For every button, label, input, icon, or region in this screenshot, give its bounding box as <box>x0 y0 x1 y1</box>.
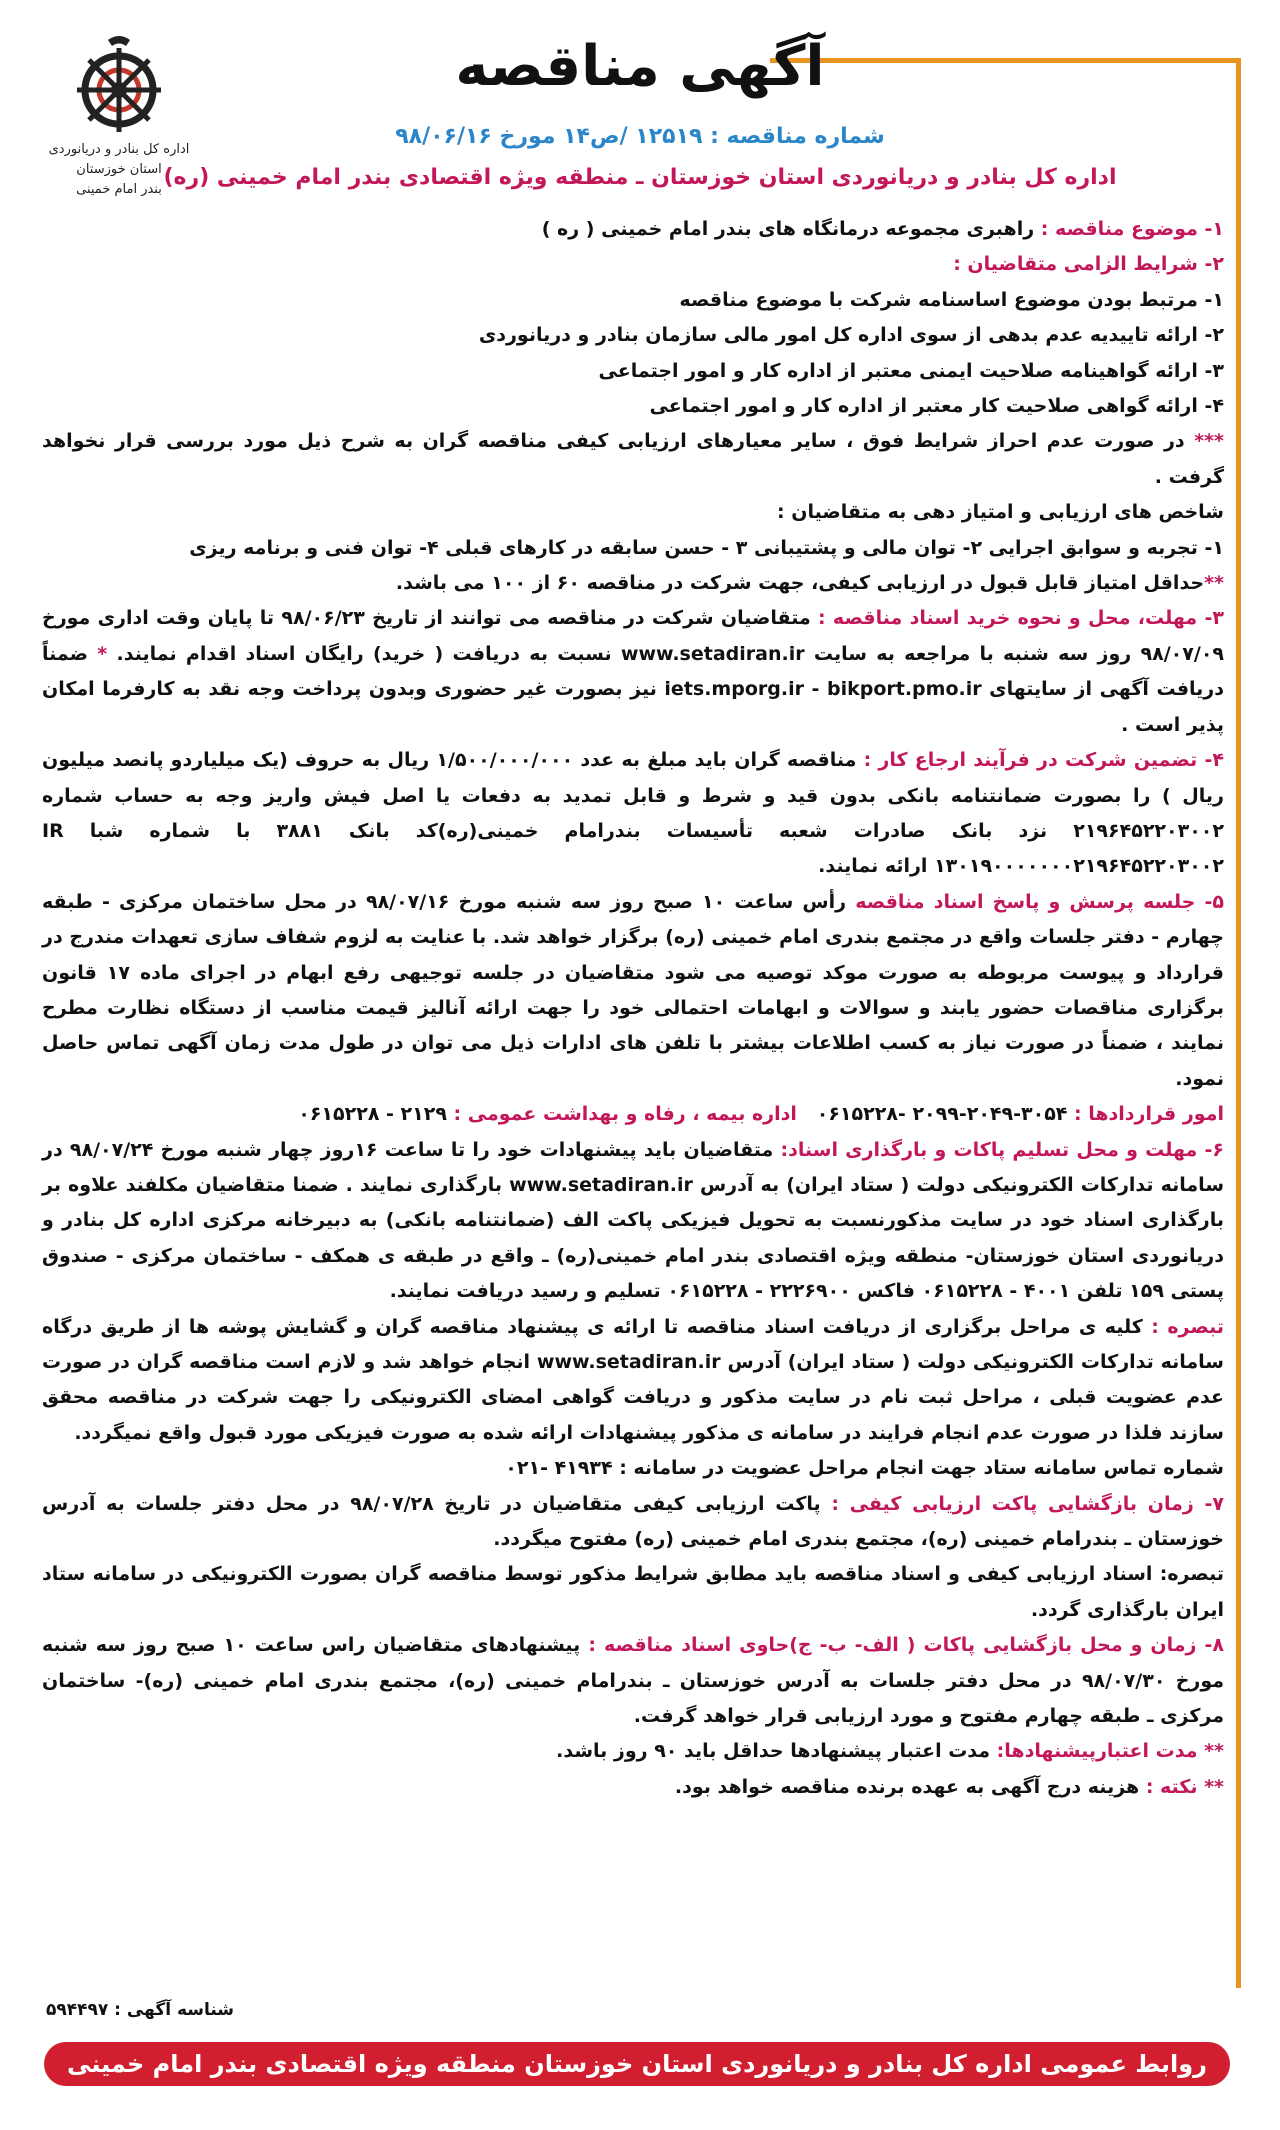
note-1-heading: تبصره : <box>1142 1315 1224 1338</box>
note-1 <box>42 1310 1224 1452</box>
requirement-4: ۴- ارائه گواهی صلاحیت کار معتبر از اداره کار و امور اجتماعی <box>649 395 1224 418</box>
section-8-heading: ۸- زمان و محل بازگشایی پاکات ( الف- ب- ج)حاوی اسناد مناقصه : <box>580 1634 1225 1657</box>
frame-right-line <box>1236 58 1241 1988</box>
notice-body <box>42 212 1224 1805</box>
section-2-heading: ۲- شرایط الزامی متقاضیان : <box>953 253 1224 276</box>
section-1-heading: ۱- موضوع مناقصه : <box>1034 218 1224 240</box>
ad-identifier: شناسه آگهی : ۵۹۴۴۹۷ <box>46 2000 235 2020</box>
stars-mark: ** <box>1197 1775 1224 1798</box>
setad-phone: شماره تماس سامانه ستاد جهت انجام مراحل عضویت در سامانه : ۴۱۹۳۴ -۰۲۱ <box>505 1457 1224 1480</box>
requirements-note <box>42 424 1224 495</box>
stars-mark: ** <box>1204 572 1224 595</box>
criteria-title: شاخص های ارزیابی و امتیاز دهی به متقاضیان : <box>777 501 1224 524</box>
cost-note-heading: نکته : <box>1139 1775 1198 1798</box>
health-label: اداره بیمه ، رفاه و بهداشت عمومی : <box>446 1103 797 1126</box>
tender-number: شماره مناقصه : ۱۲۵۱۹ /ص۱۴ مورخ ۹۸/۰۶/۱۶ <box>395 124 885 149</box>
note-1-text: کلیه ی مراحل برگزاری از دریافت اسناد مناقصه تا ارائه ی پیشنهاد مناقصه گران و گشایش پوشه ها از طریق درگاه سامانه تدارکات الکترونیکی دولت ( ستاد ایران) آدرس www.setadiran.ir انجام خواهد شد و لازم است مناقصه گران در صورت عدم عضویت قبلی ، مراحل ثبت نام در سایت مذکور و دریافت گواهی امضای الکترونیکی را جهت شرکت در مناقصه محقق سازند فلذا در صورت عدم انجام فرایند در سامانه ی مذکور پیشنهادات ارائه شده به صورت فیزیکی مورد قبول واقع نمیگردد. <box>42 1315 1224 1444</box>
section-5 <box>42 885 1224 1097</box>
star-mark: * <box>88 642 117 665</box>
min-score <box>42 566 1224 601</box>
page-title: آگهی مناقصه <box>455 34 825 99</box>
logo-caption-1: اداره کل بنادر و دریانوردی استان خوزستان <box>48 142 190 177</box>
section-7 <box>42 1487 1224 1558</box>
requirement-2: ۲- ارائه تاییدیه عدم بدهی از سوی اداره کل امور مالی سازمان بنادر و دریانوردی <box>478 324 1224 347</box>
validity-note <box>42 1734 1224 1769</box>
section-8-text: پیشنهادهای متقاضیان راس ساعت ۱۰ صبح روز سه شنبه مورخ ۹۸/۰۷/۳۰ در محل دفتر جلسات به آدرس خوزستان ـ بندرامام خمینی (ره)، مجتمع بندری امام خمینی (ره)- ساختمان مرکزی ـ طبقه چهارم مفتوح و مورد ارزیابی قرار خواهد گرفت. <box>42 1634 1225 1728</box>
cost-note <box>42 1770 1224 1805</box>
stars-mark: ** <box>1197 1740 1224 1763</box>
section-7-note: تبصره: اسناد ارزیابی کیفی و اسناد مناقصه باید مطابق شرایط مذکور توسط مناقصه گران بصورت الکترونیکی در سامانه ستاد ایران بارگذاری گردد. <box>42 1563 1224 1621</box>
section-4-text: مناقصه گران باید مبلغ به عدد ۱/۵۰۰/۰۰۰/۰۰۰ ریال به حروف (یک میلیاردو پانصد میلیون ریال ) را بصورت ضمانتنامه بانکی بدون قید و شرط و قابل تمدید به دفعات یا اصل فیش واریز وجه به حساب شماره ۲۱۹۶۴۵۲۲۰۳۰۰۲ نزد بانک صادرات شعبه تأسیسات بندرامام خمینی(ره)کد بانک ۳۸۸۱ با شماره شبا IR ۱۳۰۱۹۰۰۰۰۰۰۰۲۱۹۶۴۵۲۲۰۳۰۰۲ ارائه نمایند. <box>42 749 1224 878</box>
section-4-heading: ۴- تضمین شرکت در فرآیند ارجاع کار : <box>856 749 1224 772</box>
section-7-text: پاکت ارزیابی کیفی متقاضیان در تاریخ ۹۸/۰۷/۲۸ در محل دفتر جلسات به آدرس خوزستان ـ بندرامام خمینی (ره)، مجتمع بندری امام خمینی (ره) مفتوح میگردد. <box>42 1492 1224 1551</box>
contracts-phones: ۳۰۵۴-۲۰۴۹-۲۰۹۹ -۰۶۱۵۲۲۸ <box>816 1103 1068 1126</box>
section-3-text-1: متقاضیان شرکت در مناقصه می توانند از تاریخ ۹۸/۰۶/۲۳ تا پایان وقت اداری مورخ ۹۸/۰۷/۰۹ روز سه شنبه با مراجعه به سایت www.setadiran.ir نسبت به دریافت ( خرید) رایگان اسناد اقدام نمایند. <box>42 607 1225 665</box>
stars-mark: *** <box>1194 430 1224 453</box>
logo-caption-2: بندر امام خمینی <box>76 182 162 197</box>
requirement-1: ۱- مرتبط بودن موضوع اساسنامه شرکت با موضوع مناقصه <box>679 288 1224 311</box>
section-3-text-2: ضمناً دریافت آگهی از سایتهای iets.mporg.ir - bikport.pmo.ir نیز بصورت غیر حضوری وبدون پرداخت وجه نقد به کارفرما امکان پذیر است . <box>42 642 1224 736</box>
section-7-heading: ۷- زمان بازگشایی پاکت ارزیابی کیفی : <box>820 1492 1224 1515</box>
section-3 <box>42 601 1224 743</box>
section-1 <box>42 212 1224 247</box>
section-1-text: راهبری مجموعه درمانگاه های بندر امام خمینی ( ره ) <box>541 218 1035 240</box>
footer-banner: روابط عمومی اداره کل بنادر و دریانوردی استان خوزستان منطقه ویژه اقتصادی بندر امام خمینی (ره) <box>44 2042 1230 2086</box>
criteria-list: ۱- تجربه و سوابق اجرایی ۲- توان مالی و پشتیبانی ۳ - حسن سابقه در کارهای قبلی ۴- توان فنی و برنامه ریزی <box>189 536 1224 559</box>
section-6 <box>42 1133 1224 1310</box>
section-4 <box>42 743 1224 885</box>
section-6-heading: ۶- مهلت و محل تسلیم پاکات و بارگذاری اسناد: <box>773 1138 1224 1161</box>
validity-text: مدت اعتبار پیشنهادها حداقل باید ۹۰ روز باشد. <box>556 1740 991 1763</box>
min-score-text: حداقل امتیاز قابل قبول در ارزیابی کیفی، جهت شرکت در مناقصه ۶۰ از ۱۰۰ می باشد. <box>395 572 1205 595</box>
contact-phones <box>42 1097 1224 1132</box>
section-6-text: متقاضیان باید پیشنهادات خود را تا ساعت ۱۶روز چهار شنبه مورخ ۹۸/۰۷/۲۴ در سامانه تدارکات الکترونیکی دولت ( ستاد ایران) به آدرس www.setadiran.ir بارگذاری نمایند . ضمنا متقاضیان مکلفند علاوه بر بارگذاری اسناد خود در سایت مذکورنسبت به تحویل فیزیکی پاکت الف (ضمانتنامه بانکی) به دبیرخانه مرکزی اداره کل بنادر و دریانوردی استان خوزستان- منطقه ویژه اقتصادی بندر امام خمینی(ره) ـ واقع در طبقه ی همکف - ساختمان مرکزی - صندوق پستی ۱۵۹ تلفن ۴۰۰۱ - ۰۶۱۵۲۲۸ فاکس ۲۲۲۶۹۰۰ - ۰۶۱۵۲۲۸ تسلیم و رسید دریافت نمایند. <box>42 1138 1225 1303</box>
validity-heading: مدت اعتبارپیشنهادها: <box>990 1740 1198 1763</box>
health-phones: ۲۱۲۹ - ۰۶۱۵۲۲۸ <box>298 1103 447 1126</box>
requirement-3: ۳- ارائه گواهینامه صلاحیت ایمنی معتبر از اداره کار و امور اجتماعی <box>598 359 1224 382</box>
section-5-heading: ۵- جلسه پرسش و پاسخ اسناد مناقصه <box>846 890 1225 913</box>
section-5-text: رأس ساعت ۱۰ صبح روز سه شنبه مورخ ۹۸/۰۷/۱۶ در محل ساختمان مرکزی - طبقه چهارم - دفتر جلسات واقع در مجتمع بندری امام خمینی (ره) برگزار خواهد شد. با عنایت به لزوم شفاف سازی تعهدات مندرج در قرارداد و پیوست مربوطه به صورت موکد توصیه می شود متقاضیان در جلسه توجیهی رفع ابهام در اجرای ماده ۱۷ قانون برگزاری مناقصات حضور یابند و سوالات و ابهامات احتمالی خود را جهت ارائه آنالیز قیمت مناسب از دستگاه نظارت مطرح نمایند ، ضمناً در صورت نیاز به کسب اطلاعات بیشتر با تلفن های ادارات ذیل می توان در طول مدت زمان آگهی تماس حاصل نمود. <box>42 890 1224 1090</box>
contracts-label: امور قراردادها : <box>1067 1103 1224 1126</box>
section-8 <box>42 1628 1224 1734</box>
cost-note-text: هزینه درج آگهی به عهده برنده مناقصه خواهد بود. <box>674 1775 1140 1798</box>
issuer-line: اداره کل بنادر و دریانوردی استان خوزستان ـ منطقه ویژه اقتصادی بندر امام خمینی (ره) <box>163 165 1117 190</box>
requirements-note-text: در صورت عدم احراز شرایط فوق ، سایر معیارهای ارزیابی کیفی مناقصه گران به شرح ذیل مورد بررسی قرار نخواهد گرفت . <box>42 430 1224 488</box>
section-3-heading: ۳- مهلت، محل و نحوه خرید اسناد مناقصه : <box>810 607 1224 630</box>
